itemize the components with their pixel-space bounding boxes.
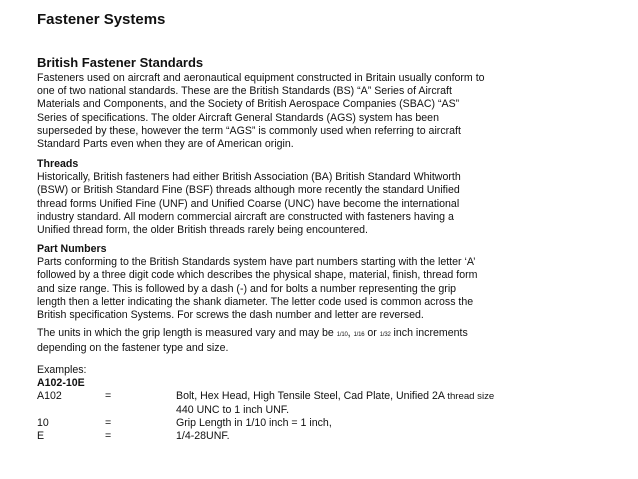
example-code: E — [37, 429, 45, 442]
section-heading: British Fastener Standards — [37, 55, 204, 70]
example-equals: = — [105, 416, 112, 429]
example-description: 1/4-28UNF. — [176, 429, 230, 442]
examples-label-row — [37, 364, 607, 377]
intro-paragraph — [37, 72, 485, 151]
fraction-sixteenth: 1/16 — [353, 332, 365, 338]
units-separator: , — [347, 327, 354, 339]
units-paragraph — [37, 327, 468, 355]
example-row — [37, 430, 607, 443]
units-text: inch increments — [390, 327, 468, 339]
part-numbers-heading: Part Numbers — [37, 243, 107, 255]
part-numbers-line: followed by a three digit code which describes the physical shape, material, finish, thread form — [37, 269, 478, 282]
threads-heading: Threads — [37, 158, 79, 170]
example-description-line2: 440 UNC to 1 inch UNF. — [176, 403, 290, 416]
examples-label: Examples: — [37, 364, 87, 376]
example-row — [37, 390, 607, 403]
part-numbers-line: length then a letter indicating the shank diameter. The letter code used is common across the — [37, 295, 474, 308]
intro-line: Standard Parts even when they are of American origin. — [37, 138, 294, 151]
threads-section — [37, 158, 461, 237]
part-numbers-line: and size range. This is followed by a dash (-) and for bolts a number representing the grip — [37, 282, 457, 295]
example-description-text: Bolt, Hex Head, High Tensile Steel, Cad Plate, Unified 2A — [176, 390, 448, 403]
intro-line: Fasteners used on aircraft and aeronautical equipment constructed in Britain usually conform to — [37, 72, 485, 84]
examples-block — [37, 364, 607, 443]
example-description — [176, 390, 494, 403]
example-code: A102 — [37, 390, 62, 403]
example-row-continuation — [37, 404, 607, 417]
units-line: depending on the fastener type and size. — [37, 342, 229, 355]
threads-line: industry standard. All modern commercial aircraft are constructed with fasteners having a — [37, 210, 454, 223]
fraction-tenth: 1/10 — [336, 332, 348, 338]
example-equals: = — [105, 429, 112, 442]
part-numbers-section — [37, 243, 477, 322]
intro-line: Materials and Components, and the Society of British Aerospace Companies (SBAC) “AS” — [37, 98, 460, 111]
intro-line: Series of specifications. The older Aircraft General Standards (AGS) system has been — [37, 111, 439, 124]
threads-line: Unified thread form, the older British threads rarely being encountered. — [37, 224, 368, 237]
part-numbers-line: British specification Systems. For screws the dash number and letter are reversed. — [37, 309, 424, 322]
threads-line: (BSW) or British Standard Fine (BSF) threads although more recently the standard Unified — [37, 184, 460, 197]
units-line — [37, 327, 468, 342]
threads-line: Historically, British fasteners had either British Association (BA) British Standard Whitworth — [37, 171, 461, 184]
example-row — [37, 417, 607, 430]
example-description-small: thread size — [447, 391, 495, 403]
page-title: Fastener Systems — [37, 11, 166, 28]
example-part-number: A102-10E — [37, 377, 85, 390]
units-text: The units in which the grip length is measured vary and may be — [37, 327, 337, 339]
example-part-row — [37, 377, 607, 390]
units-separator: or — [364, 327, 380, 339]
intro-line: superseded by these, however the term “AGS” is commonly used when referring to aircraft — [37, 124, 461, 137]
fraction-thirty-second: 1/32 — [379, 332, 391, 338]
example-equals: = — [105, 390, 112, 403]
intro-line: one of two national standards. These are the British Standards (BS) “A” Series of Aircraft — [37, 85, 452, 98]
example-description: Grip Length in 1/10 inch = 1 inch, — [176, 416, 332, 429]
threads-line: thread forms Unified Fine (UNF) and Unified Coarse (UNC) have become the international — [37, 197, 460, 210]
part-numbers-line: Parts conforming to the British Standards system have part numbers starting with the letter ‘A’ — [37, 256, 476, 269]
example-code: 10 — [37, 416, 49, 429]
